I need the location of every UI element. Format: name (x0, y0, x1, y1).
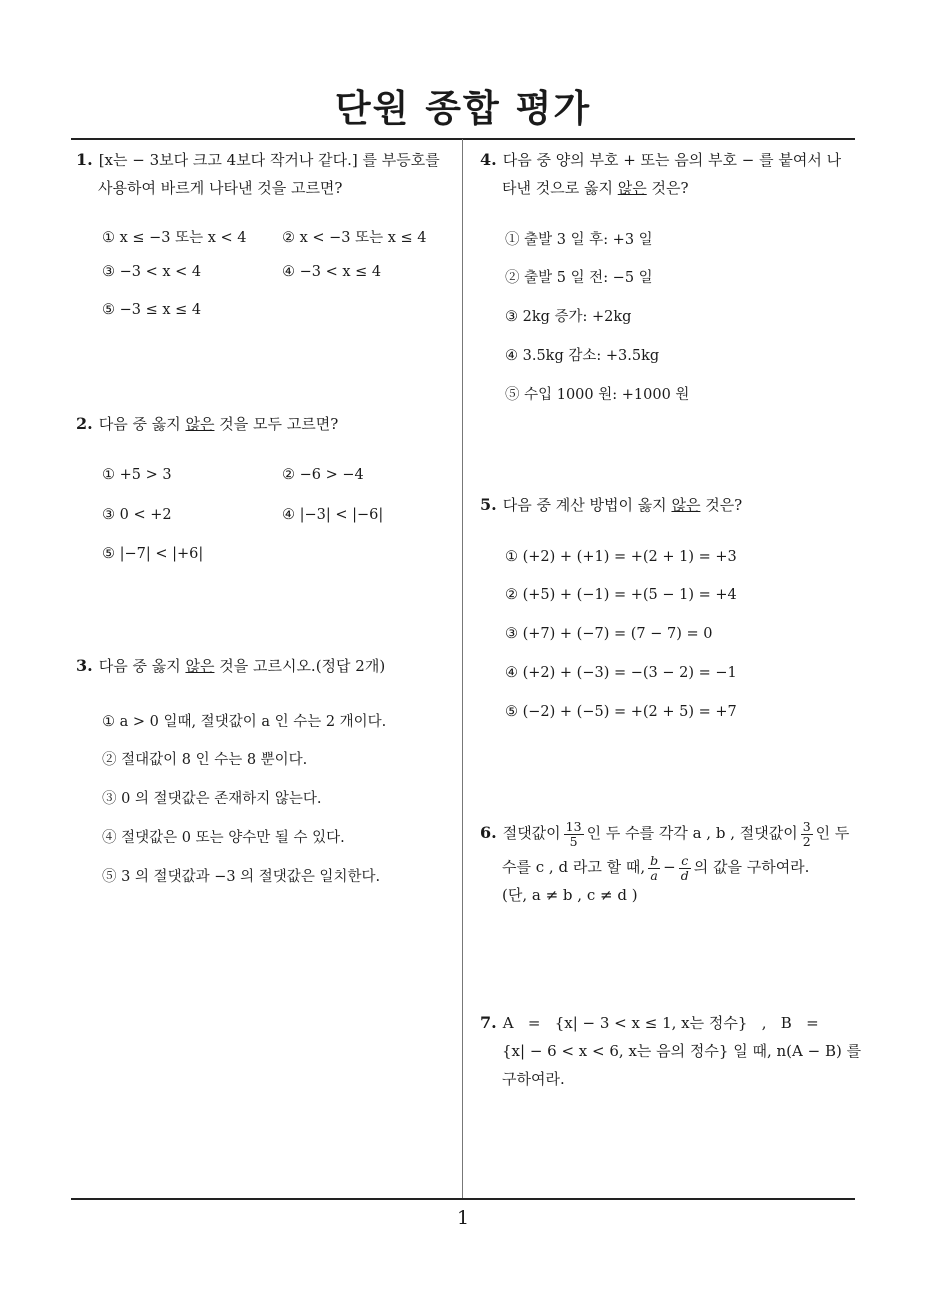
underlined-word: 않은 (617, 179, 647, 197)
q1-option-3[interactable]: ③ −3 < x < 4 (102, 264, 202, 280)
fraction-13-5: $\frac{13}{5}$ (565, 818, 582, 849)
bottom-rule (71, 1198, 855, 1200)
q4-option-4[interactable]: ④ 3.5kg 감소: +3.5kg (505, 348, 660, 364)
question-7 (480, 1009, 862, 1093)
question-4-line-1: 4. 다음 중 양의 부호 + 또는 음의 부호 − 를 붙여서 나 (480, 150, 842, 169)
question-2: 2. 다음 중 옳지 않은 것을 모두 고르면? (76, 414, 339, 433)
question-1 (76, 146, 462, 202)
q5-option-1[interactable]: ① (+2) + (+1) = +(2 + 1) = +3 (505, 549, 737, 565)
question-1-line-2: 사용하여 바르게 나타낸 것을 고르면? (98, 179, 343, 197)
question-6-line-3: (단, a ≠ b , c ≠ d ) (502, 886, 638, 904)
question-1-number: 1. (76, 150, 93, 169)
question-7-number: 7. (480, 1013, 497, 1032)
q3-option-4[interactable]: ④ 절댓값은 0 또는 양수만 될 수 있다. (102, 830, 345, 846)
q4-option-3[interactable]: ③ 2kg 증가: +2kg (505, 309, 632, 325)
question-1-line-1: 1. [x는 − 3보다 크고 4보다 작거나 같다.] 를 부등호를 (76, 150, 440, 169)
question-5: 5. 다음 중 계산 방법이 옳지 않은 것은? (480, 495, 743, 514)
top-rule (71, 138, 855, 140)
q2-option-1[interactable]: ① +5 > 3 (102, 467, 172, 483)
q2-option-4[interactable]: ④ |−3| < |−6| (282, 507, 384, 523)
q2-option-5[interactable]: ⑤ |−7| < |+6| (102, 546, 204, 562)
q1-option-2[interactable]: ② x < −3 또는 x ≤ 4 (282, 230, 427, 246)
q3-option-3[interactable]: ③ 0 의 절댓값은 존재하지 않는다. (102, 791, 322, 807)
q3-option-1[interactable]: ① a > 0 일때, 절댓값이 a 인 수는 2 개이다. (102, 714, 387, 730)
q3-option-5[interactable]: ⑤ 3 의 절댓값과 −3 의 절댓값은 일치한다. (102, 869, 381, 885)
fraction-3-2: $\frac{3}{2}$ (802, 818, 811, 849)
question-4 (480, 146, 862, 202)
q1-option-1[interactable]: ① x ≤ −3 또는 x < 4 (102, 230, 247, 246)
q2-option-2[interactable]: ② −6 > −4 (282, 467, 364, 483)
q5-option-2[interactable]: ② (+5) + (−1) = +(5 − 1) = +4 (505, 587, 737, 603)
column-divider (462, 139, 463, 1199)
q5-option-5[interactable]: ⑤ (−2) + (−5) = +(2 + 5) = +7 (505, 704, 737, 720)
underlined-word: 않은 (671, 496, 701, 514)
fraction-b-a: $\frac{b}{a}$ (650, 852, 659, 883)
question-7-line-3: 구하여라. (502, 1070, 565, 1088)
page-number: 1 (456, 1207, 470, 1229)
question-6-line-1: 6. 절댓값이 $\frac{13}{5}$ 인 두 수를 각각 a , b , 절댓값이 $\frac{3}{2}$ 인 두 (480, 818, 850, 849)
question-6-line-2: 수를 c , d 라고 할 때, $\frac{b}{a}$ − $\frac{c}{d}$ 의 값을 구하여라. (502, 852, 810, 883)
question-4-number: 4. (480, 150, 497, 169)
q4-option-2[interactable]: ② 출발 5 일 전: −5 일 (505, 270, 653, 286)
q3-option-2[interactable]: ② 절대값이 8 인 수는 8 뿐이다. (102, 752, 308, 768)
question-7-line-2: {x| − 6 < x < 6, x는 음의 정수} 일 때, n(A − B) 를 (502, 1042, 862, 1060)
question-6-number: 6. (480, 823, 497, 842)
underlined-word: 않은 (185, 657, 215, 675)
question-3: 3. 다음 중 옳지 않은 것을 고르시오.(정답 2개) (76, 656, 386, 675)
question-2-number: 2. (76, 414, 93, 433)
question-7-line-1: 7. A = {x| − 3 < x ≤ 1, x는 정수} , B = (480, 1013, 819, 1032)
question-6 (480, 816, 862, 906)
question-5-number: 5. (480, 495, 497, 514)
page-title: 단원 종합 평가 (334, 87, 592, 130)
q1-option-5[interactable]: ⑤ −3 ≤ x ≤ 4 (102, 302, 202, 318)
underlined-word: 않은 (185, 415, 215, 433)
fraction-c-d: $\frac{c}{d}$ (680, 852, 689, 883)
q4-option-1[interactable]: ① 출발 3 일 후: +3 일 (505, 232, 653, 248)
q5-option-4[interactable]: ④ (+2) + (−3) = −(3 − 2) = −1 (505, 665, 737, 681)
q2-option-3[interactable]: ③ 0 < +2 (102, 507, 172, 523)
q4-option-5[interactable]: ⑤ 수입 1000 원: +1000 원 (505, 387, 690, 403)
q5-option-3[interactable]: ③ (+7) + (−7) = (7 − 7) = 0 (505, 626, 713, 642)
q1-option-4[interactable]: ④ −3 < x ≤ 4 (282, 264, 382, 280)
question-3-number: 3. (76, 656, 93, 675)
question-4-line-2: 타낸 것으로 옳지 않은 것은? (502, 179, 689, 197)
